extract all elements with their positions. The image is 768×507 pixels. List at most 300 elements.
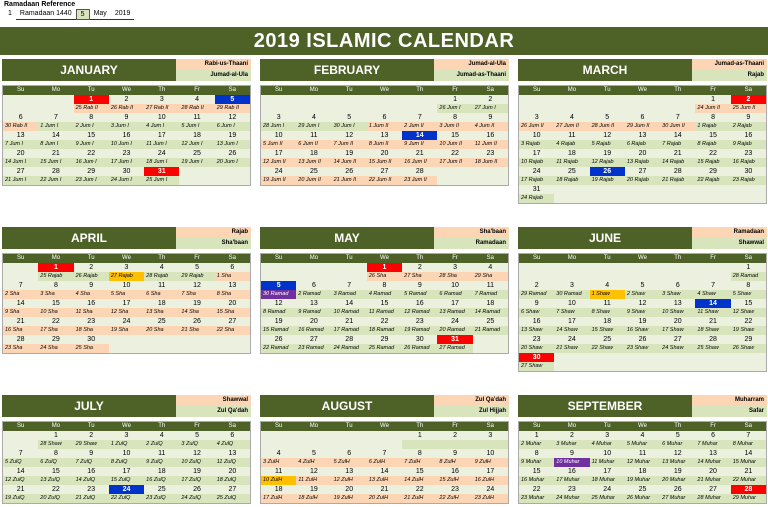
day-cell[interactable] — [38, 299, 73, 317]
day-cell[interactable] — [179, 95, 214, 113]
day-cell[interactable] — [625, 167, 660, 185]
day-cell[interactable] — [473, 467, 508, 485]
day-cell[interactable] — [554, 467, 589, 485]
day-cell[interactable] — [3, 281, 38, 299]
day-cell[interactable] — [332, 485, 367, 503]
day-cell[interactable] — [695, 431, 730, 449]
day-cell[interactable] — [38, 335, 73, 353]
day-cell[interactable] — [367, 113, 402, 131]
day-cell[interactable] — [109, 167, 144, 185]
day-cell[interactable] — [109, 131, 144, 149]
day-cell[interactable] — [3, 299, 38, 317]
day-cell[interactable] — [109, 317, 144, 335]
day-cell[interactable] — [695, 167, 730, 185]
day-cell[interactable] — [109, 467, 144, 485]
day-cell[interactable] — [402, 263, 437, 281]
day-cell[interactable] — [38, 113, 73, 131]
day-cell[interactable] — [144, 149, 179, 167]
day-cell[interactable] — [402, 335, 437, 353]
day-cell[interactable] — [3, 485, 38, 503]
day-cell[interactable] — [332, 149, 367, 167]
day-cell[interactable] — [38, 485, 73, 503]
day-cell[interactable] — [261, 281, 296, 299]
day-cell[interactable] — [215, 317, 250, 335]
day-cell[interactable] — [519, 353, 554, 371]
day-cell[interactable] — [660, 467, 695, 485]
day-cell[interactable] — [74, 167, 109, 185]
day-cell[interactable] — [473, 485, 508, 503]
day-cell[interactable] — [519, 449, 554, 467]
gregorian-day: 4 — [195, 96, 200, 103]
day-cell[interactable] — [519, 131, 554, 149]
hijri-date: 27 Jum II — [554, 122, 589, 131]
day-cell[interactable] — [590, 299, 625, 317]
day-cell[interactable] — [519, 431, 554, 449]
day-cell[interactable] — [625, 467, 660, 485]
day-cell[interactable] — [519, 149, 554, 167]
day-cell[interactable] — [660, 131, 695, 149]
hijri-date: 16 ZulH — [473, 476, 508, 485]
day-cell[interactable] — [402, 485, 437, 503]
day-cell[interactable] — [731, 149, 766, 167]
day-cell[interactable] — [74, 317, 109, 335]
day-cell[interactable] — [3, 167, 38, 185]
day-cell[interactable] — [625, 113, 660, 131]
day-cell[interactable] — [590, 317, 625, 335]
day-cell[interactable] — [261, 485, 296, 503]
gregorian-day: 28 — [731, 485, 766, 494]
day-cell[interactable] — [625, 299, 660, 317]
day-cell[interactable] — [519, 467, 554, 485]
day-cell[interactable] — [554, 113, 589, 131]
day-cell[interactable] — [38, 431, 73, 449]
day-cell[interactable] — [473, 431, 508, 449]
day-cell[interactable] — [731, 167, 766, 185]
day-cell[interactable] — [695, 485, 730, 503]
day-cell[interactable] — [625, 431, 660, 449]
day-cell[interactable] — [74, 263, 109, 281]
day-cell[interactable] — [215, 131, 250, 149]
empty-cell — [590, 263, 625, 281]
day-cell[interactable] — [625, 317, 660, 335]
day-cell[interactable] — [367, 485, 402, 503]
day-cell[interactable] — [215, 149, 250, 167]
day-cell[interactable] — [3, 149, 38, 167]
day-cell[interactable] — [179, 149, 214, 167]
day-cell[interactable] — [38, 131, 73, 149]
gregorian-day: 12 — [638, 300, 647, 307]
day-cell[interactable] — [144, 485, 179, 503]
day-cell[interactable] — [215, 485, 250, 503]
day-cell[interactable] — [731, 281, 766, 299]
day-cell[interactable] — [215, 281, 250, 299]
day-cell[interactable] — [109, 485, 144, 503]
day-cell[interactable] — [296, 131, 331, 149]
day-cell[interactable] — [215, 263, 250, 281]
hijri-date: 4 ZulQ — [215, 440, 250, 449]
day-cell[interactable] — [367, 167, 402, 185]
day-cell[interactable] — [402, 113, 437, 131]
day-cell[interactable] — [625, 281, 660, 299]
day-cell[interactable] — [144, 299, 179, 317]
day-cell[interactable] — [332, 131, 367, 149]
day-cell[interactable] — [144, 95, 179, 113]
day-cell[interactable] — [695, 335, 730, 353]
day-cell[interactable] — [332, 449, 367, 467]
day-cell[interactable] — [590, 335, 625, 353]
day-cell[interactable] — [437, 95, 472, 113]
day-cell[interactable] — [261, 167, 296, 185]
day-cell[interactable] — [660, 317, 695, 335]
day-cell[interactable] — [261, 131, 296, 149]
day-cell[interactable] — [367, 335, 402, 353]
day-cell[interactable] — [590, 467, 625, 485]
day-cell[interactable] — [215, 431, 250, 449]
day-cell[interactable] — [554, 449, 589, 467]
day-cell[interactable] — [695, 113, 730, 131]
day-cell[interactable] — [437, 113, 472, 131]
day-cell[interactable] — [731, 263, 766, 281]
day-cell[interactable] — [367, 281, 402, 299]
day-cell[interactable] — [590, 131, 625, 149]
hijri-date: 3 Jum II — [437, 122, 472, 131]
gregorian-day: 12 — [345, 132, 354, 139]
day-cell[interactable] — [332, 113, 367, 131]
day-cell[interactable] — [437, 131, 472, 149]
hijri-date: 27 Shaw — [519, 362, 554, 371]
day-cell[interactable] — [731, 449, 766, 467]
day-cell[interactable] — [367, 467, 402, 485]
day-cell[interactable] — [519, 167, 554, 185]
gregorian-day: 3 — [124, 432, 129, 439]
day-cell[interactable] — [144, 317, 179, 335]
day-cell[interactable] — [261, 449, 296, 467]
day-cell[interactable] — [731, 95, 766, 113]
day-cell[interactable] — [109, 113, 144, 131]
day-cell[interactable] — [660, 281, 695, 299]
day-cell[interactable] — [695, 467, 730, 485]
day-cell[interactable] — [109, 281, 144, 299]
day-cell[interactable] — [3, 131, 38, 149]
day-cell[interactable] — [109, 431, 144, 449]
gregorian-day: 8 — [417, 450, 422, 457]
day-cell[interactable] — [215, 449, 250, 467]
day-cell[interactable] — [215, 467, 250, 485]
day-cell[interactable] — [109, 449, 144, 467]
day-cell[interactable] — [179, 113, 214, 131]
day-cell[interactable] — [660, 335, 695, 353]
day-cell[interactable] — [179, 131, 214, 149]
day-cell[interactable] — [554, 431, 589, 449]
day-cell[interactable] — [261, 335, 296, 353]
hijri-date — [402, 440, 437, 449]
day-cell[interactable] — [590, 167, 625, 185]
day-cell[interactable] — [74, 281, 109, 299]
day-cell[interactable] — [144, 167, 179, 185]
day-cell[interactable] — [660, 431, 695, 449]
day-cell[interactable] — [554, 485, 589, 503]
day-cell[interactable] — [402, 431, 437, 449]
day-cell[interactable] — [402, 317, 437, 335]
day-cell[interactable] — [367, 449, 402, 467]
hijri-date: 19 Muhar — [625, 476, 660, 485]
day-cell[interactable] — [731, 131, 766, 149]
day-cell[interactable] — [215, 95, 250, 113]
day-cell[interactable] — [402, 467, 437, 485]
gregorian-day: 17 — [568, 318, 576, 325]
day-cell[interactable] — [74, 131, 109, 149]
day-cell[interactable] — [554, 335, 589, 353]
day-cell[interactable] — [660, 449, 695, 467]
day-cell[interactable] — [437, 449, 472, 467]
day-cell[interactable] — [731, 467, 766, 485]
weekday-header: We — [109, 422, 144, 431]
day-cell[interactable] — [437, 317, 472, 335]
day-cell[interactable] — [144, 431, 179, 449]
day-cell[interactable] — [437, 485, 472, 503]
day-cell[interactable] — [660, 299, 695, 317]
day-cell[interactable] — [660, 113, 695, 131]
day-cell[interactable] — [473, 149, 508, 167]
day-cell[interactable] — [554, 281, 589, 299]
day-cell[interactable] — [402, 131, 437, 149]
day-cell[interactable] — [590, 449, 625, 467]
day-cell[interactable] — [625, 485, 660, 503]
day-cell[interactable] — [261, 317, 296, 335]
gregorian-day: 5 — [195, 432, 200, 439]
day-cell[interactable] — [625, 449, 660, 467]
hijri-date: 29 Jum I — [296, 122, 331, 131]
gregorian-day: 5 — [605, 114, 610, 121]
day-cell[interactable] — [332, 467, 367, 485]
day-cell[interactable] — [74, 149, 109, 167]
day-cell[interactable] — [590, 113, 625, 131]
day-cell[interactable] — [590, 431, 625, 449]
day-cell[interactable] — [590, 149, 625, 167]
weekday-header: Su — [3, 254, 38, 263]
day-cell[interactable] — [3, 449, 38, 467]
day-cell[interactable] — [519, 185, 554, 203]
day-cell[interactable] — [731, 113, 766, 131]
day-cell[interactable] — [437, 263, 472, 281]
day-cell[interactable] — [554, 149, 589, 167]
hijri-date: 11 Jum I — [144, 140, 179, 149]
day-cell[interactable] — [473, 131, 508, 149]
day-cell[interactable] — [296, 335, 331, 353]
day-cell[interactable] — [367, 149, 402, 167]
day-cell[interactable] — [731, 317, 766, 335]
day-cell[interactable] — [695, 449, 730, 467]
day-cell[interactable] — [473, 281, 508, 299]
day-cell[interactable] — [296, 317, 331, 335]
day-cell[interactable] — [38, 149, 73, 167]
day-cell[interactable] — [3, 317, 38, 335]
day-cell[interactable] — [179, 467, 214, 485]
day-cell[interactable] — [625, 131, 660, 149]
day-cell[interactable] — [332, 335, 367, 353]
day-cell[interactable] — [367, 263, 402, 281]
day-cell[interactable] — [296, 299, 331, 317]
day-cell[interactable] — [332, 167, 367, 185]
day-cell[interactable] — [296, 467, 331, 485]
hijri-date: 25 Sha — [74, 344, 109, 353]
day-cell[interactable] — [695, 281, 730, 299]
gregorian-day: 29 — [380, 336, 389, 343]
empty-cell — [261, 263, 296, 281]
day-cell[interactable] — [74, 335, 109, 353]
day-cell[interactable] — [109, 95, 144, 113]
day-cell[interactable] — [473, 299, 508, 317]
day-cell[interactable] — [437, 467, 472, 485]
weekday-header: Sa — [731, 254, 766, 263]
day-cell[interactable] — [731, 485, 766, 503]
day-cell[interactable] — [215, 113, 250, 131]
day-cell[interactable] — [590, 485, 625, 503]
hijri-date: 3 Sha — [38, 290, 73, 299]
day-cell[interactable] — [625, 149, 660, 167]
day-cell[interactable] — [74, 113, 109, 131]
day-cell[interactable] — [402, 281, 437, 299]
gregorian-day: 28 — [345, 336, 354, 343]
day-cell[interactable] — [296, 485, 331, 503]
day-cell[interactable] — [74, 431, 109, 449]
day-cell[interactable] — [660, 167, 695, 185]
day-cell[interactable] — [261, 299, 296, 317]
day-cell[interactable] — [519, 317, 554, 335]
day-cell[interactable] — [402, 449, 437, 467]
day-cell[interactable] — [402, 299, 437, 317]
day-cell[interactable] — [695, 131, 730, 149]
day-cell[interactable] — [179, 317, 214, 335]
day-cell[interactable] — [144, 131, 179, 149]
hijri-date: 27 Rajab — [109, 272, 144, 281]
day-cell[interactable] — [296, 149, 331, 167]
day-cell[interactable] — [179, 281, 214, 299]
day-cell[interactable] — [296, 113, 331, 131]
day-cell[interactable] — [332, 299, 367, 317]
day-cell[interactable] — [731, 335, 766, 353]
day-cell[interactable] — [179, 485, 214, 503]
day-cell[interactable] — [473, 263, 508, 281]
day-cell[interactable] — [74, 485, 109, 503]
day-cell[interactable] — [554, 131, 589, 149]
day-cell[interactable] — [179, 263, 214, 281]
day-cell[interactable] — [554, 167, 589, 185]
day-cell[interactable] — [74, 449, 109, 467]
day-cell[interactable] — [109, 299, 144, 317]
day-cell[interactable] — [695, 95, 730, 113]
day-cell[interactable] — [144, 467, 179, 485]
day-cell[interactable] — [473, 317, 508, 335]
day-cell[interactable] — [261, 149, 296, 167]
day-cell[interactable] — [695, 317, 730, 335]
day-cell[interactable] — [74, 299, 109, 317]
hijri-month-name: Rajab — [692, 70, 767, 81]
day-cell[interactable] — [38, 263, 73, 281]
day-cell[interactable] — [437, 149, 472, 167]
day-cell[interactable] — [144, 281, 179, 299]
day-cell[interactable] — [3, 335, 38, 353]
day-cell[interactable] — [109, 149, 144, 167]
day-cell[interactable] — [109, 263, 144, 281]
day-cell[interactable] — [554, 317, 589, 335]
day-cell[interactable] — [519, 335, 554, 353]
day-cell[interactable] — [215, 299, 250, 317]
day-cell[interactable] — [179, 299, 214, 317]
day-cell[interactable] — [473, 113, 508, 131]
day-cell[interactable] — [437, 431, 472, 449]
day-cell[interactable] — [402, 149, 437, 167]
day-cell[interactable] — [367, 299, 402, 317]
hijri-date: 7 Shaw — [554, 308, 589, 317]
day-cell[interactable] — [261, 467, 296, 485]
hijri-date: 19 Sha — [109, 326, 144, 335]
day-cell[interactable] — [179, 431, 214, 449]
day-cell[interactable] — [473, 95, 508, 113]
hijri-date: 24 Ramad — [332, 344, 367, 353]
day-cell[interactable] — [367, 317, 402, 335]
weekday-header: We — [625, 422, 660, 431]
hijri-date: 30 Ramad — [261, 290, 296, 299]
day-cell[interactable] — [332, 317, 367, 335]
day-cell[interactable] — [3, 467, 38, 485]
day-cell[interactable] — [554, 299, 589, 317]
day-cell[interactable] — [519, 113, 554, 131]
day-cell[interactable] — [179, 449, 214, 467]
day-cell[interactable] — [367, 131, 402, 149]
gregorian-day: 10 — [451, 282, 459, 289]
day-cell[interactable] — [519, 299, 554, 317]
day-cell[interactable] — [402, 167, 437, 185]
day-cell[interactable] — [660, 149, 695, 167]
day-cell[interactable] — [695, 299, 730, 317]
day-cell[interactable] — [74, 95, 109, 113]
day-cell[interactable] — [590, 281, 625, 299]
day-cell[interactable] — [437, 335, 472, 353]
day-cell[interactable] — [74, 467, 109, 485]
day-cell[interactable] — [296, 449, 331, 467]
day-cell[interactable] — [625, 335, 660, 353]
day-cell[interactable] — [695, 149, 730, 167]
day-cell[interactable] — [437, 281, 472, 299]
day-cell[interactable] — [38, 167, 73, 185]
day-cell[interactable] — [38, 449, 73, 467]
day-cell[interactable] — [38, 281, 73, 299]
day-cell[interactable] — [296, 167, 331, 185]
day-cell[interactable] — [519, 485, 554, 503]
gregorian-day: 23 — [415, 318, 424, 325]
reference-day-input[interactable]: 5 — [76, 9, 90, 20]
day-cell[interactable] — [38, 467, 73, 485]
day-cell[interactable] — [473, 449, 508, 467]
day-cell[interactable] — [731, 299, 766, 317]
day-cell[interactable] — [144, 449, 179, 467]
day-cell[interactable] — [332, 281, 367, 299]
day-cell[interactable] — [731, 431, 766, 449]
day-cell[interactable] — [144, 113, 179, 131]
weekday-header: Fr — [179, 422, 214, 431]
hijri-month-name: Zul Qa'dah — [434, 395, 509, 406]
day-cell[interactable] — [437, 299, 472, 317]
day-cell[interactable] — [38, 317, 73, 335]
gregorian-day: 23 — [122, 150, 131, 157]
day-cell[interactable] — [519, 281, 554, 299]
day-cell[interactable] — [660, 485, 695, 503]
day-cell[interactable] — [296, 281, 331, 299]
day-cell[interactable] — [3, 113, 38, 131]
day-cell[interactable] — [261, 113, 296, 131]
day-cell[interactable] — [144, 263, 179, 281]
